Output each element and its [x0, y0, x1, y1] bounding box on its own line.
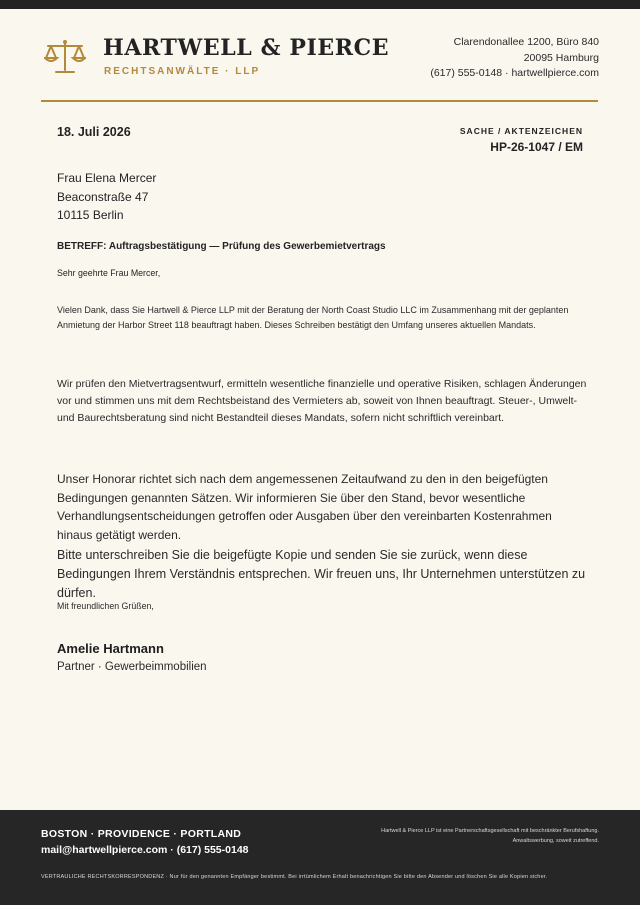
salutation: Sehr geehrte Frau Mercer, [57, 268, 161, 278]
firm-name: HARTWELL & PIERCE [103, 35, 390, 61]
confidentiality-notice: VERTRAULICHE RECHTSKORRESPONDENZ · Nur für den genannten Empfänger bestimmt. Bei irrtümlichem Erhalt benachrichtigen Sie bitte den Absender und löschen Sie alle Kopien sicher. [41, 874, 548, 880]
recipient-name: Frau Elena Mercer [57, 171, 157, 185]
body-paragraph-2: Wir prüfen den Mietvertragsentwurf, ermitteln wesentliche finanzielle und operative Risiken, schlagen Änderungen vor und stimmen uns mit dem Rechtsbeistand des Vermieters ab, soweit von Ihnen beauftragt. Steuer-, Umwelt- und Baurechtsberatung sind nicht Bestandteil dieses Mandats, sofern nicht schriftlich vereinbart. [57, 378, 587, 424]
footer [0, 810, 640, 905]
scales-of-justice-icon [44, 39, 86, 75]
signer-title: Partner · Gewerbeimmobilien [57, 661, 207, 673]
footer-legal-line-1: Hartwell & Pierce LLP ist eine Partnerschaftsgesellschaft mit beschränkter Berufshaftung. [381, 828, 599, 834]
header-divider [41, 100, 598, 102]
footer-legal-line-2: Anwaltswerbung, soweit zutreffend. [512, 838, 599, 844]
subject-line: BETREFF: Auftragsbestätigung — Prüfung des Gewerbemietvertrags [57, 241, 386, 252]
reference-value: HP-26-1047 / EM [490, 140, 583, 154]
footer-legal [381, 826, 599, 846]
signer-name: Amelie Hartmann [57, 641, 164, 656]
address-line-street: Clarendonallee 1200, Büro 840 [453, 36, 599, 48]
body-paragraph-3: Unser Honorar richtet sich nach dem angemessenen Zeitaufwand zu den in den beigefügten Bedingungen genannten Sätzen. Wir informieren Sie über den Stand, bevor wesentliche Verhandlungsentscheidungen getroffen oder Ausgaben über den vereinbarten Kostenrahmen hinaus getätigt werden. [57, 472, 552, 542]
recipient-street: Beaconstraße 47 [57, 189, 149, 204]
recipient-city: 10115 Berlin [57, 208, 124, 222]
closing: Mit freundlichen Grüßen, [57, 601, 154, 611]
reference-label: SACHE / AKTENZEICHEN [459, 126, 583, 136]
firm-subtitle: RECHTSANWÄLTE · LLP [104, 66, 261, 77]
footer-offices: BOSTON · PROVIDENCE · PORTLAND [41, 828, 242, 840]
letter-date: 18. Juli 2026 [57, 125, 131, 139]
footer-contact: mail@hartwellpierce.com · (617) 555-0148 [41, 844, 249, 856]
body-paragraph-4: Bitte unterschreiben Sie die beigefügte Kopie und senden Sie sie zurück, wenn diese Bedingungen Ihrem Verständnis entsprechen. Wir freuen uns, Ihr Unternehmen unterstützen zu dürfen. [57, 548, 586, 600]
firm-address [430, 35, 599, 82]
recipient-address [57, 169, 156, 225]
address-line-city: 20095 Hamburg [523, 51, 599, 64]
body-paragraph-1: Vielen Dank, dass Sie Hartwell & Pierce LLP mit der Beratung der North Coast Studio LLC im Zusammenhang mit der geplanten Anmietung der Harbor Street 118 beauftragt haben. Dieses Schreiben bestätigt den Umfang unseres aktuellen Mandats. [57, 305, 569, 330]
firm-contact-line: (617) 555-0148 · hartwellpierce.com [430, 67, 599, 79]
top-bar [0, 0, 640, 9]
